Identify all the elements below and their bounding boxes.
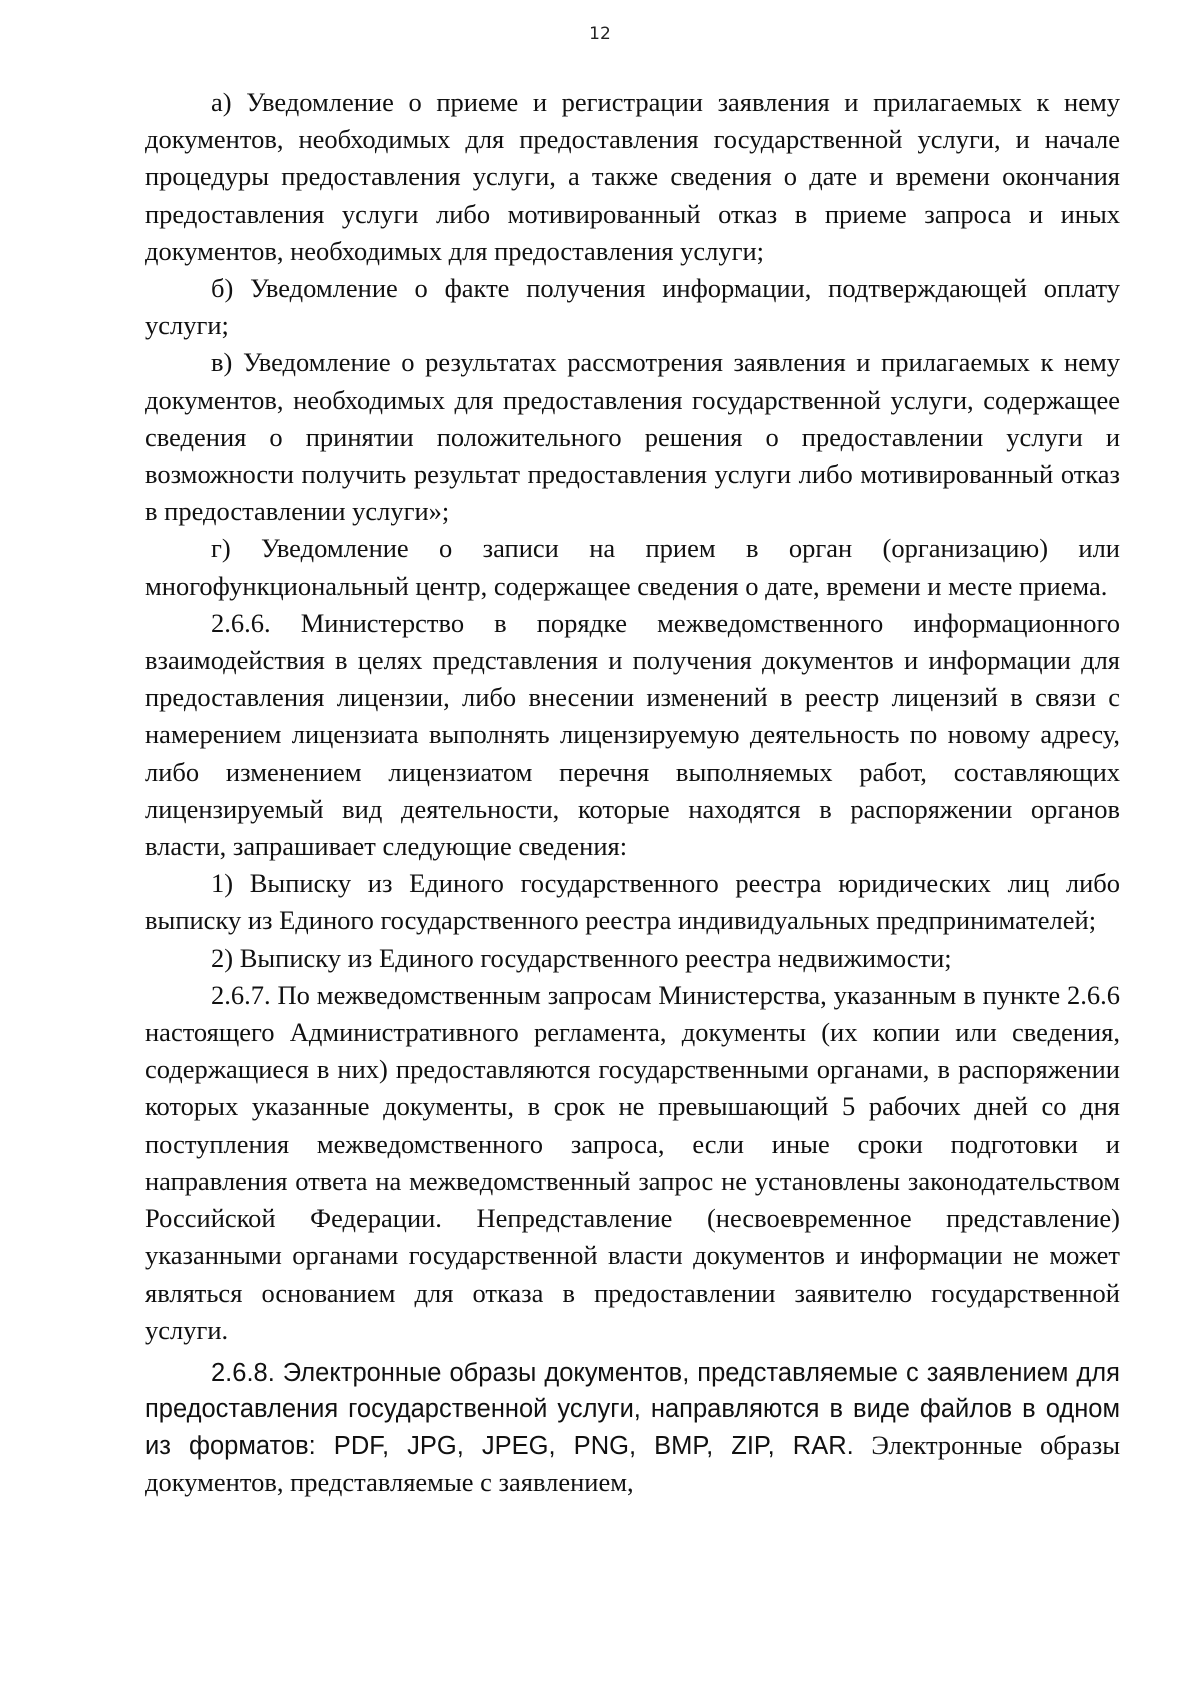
- paragraph-g: г) Уведомление о записи на прием в орган (организацию) или многофункциональный центр, содержащее сведения о дате, времени и месте приема.: [145, 533, 1120, 601]
- paragraph-2-6-8-sans-text: 2.6.8. Электронные образы документов, представляемые с заявлением для предоставления государственной услуги, направляются в виде файлов в одном из форматов: PDF, JPG, JPEG, PNG, BMP, ZIP, RAR.: [145, 1358, 1120, 1460]
- list-item-1: 1) Выписку из Единого государственного реестра юридических лиц либо выписку из Единого государственного реестра индивидуальных предпринимателей;: [145, 868, 1120, 936]
- paragraph-a: а) Уведомление о приеме и регистрации заявления и прилагаемых к нему документов, необходимых для предоставления государственной услуги, и начале процедуры предоставления услуги, а также сведения о дате и времени окончания предоставления услуги либо мотивированный отказ в приеме запроса и иных документов, необходимых для предоставления услуги;: [145, 87, 1120, 266]
- document-body: [145, 84, 1120, 1501]
- paragraph-2-6-7: 2.6.7. По межведомственным запросам Министерства, указанным в пункте 2.6.6 настоящего Административного регламента, документы (их копии или сведения, содержащиеся в них) предоставляются государственными органами, в распоряжении которых указанные документы, в срок не превышающий 5 рабочих дней со дня поступления межведомственного запроса, если иные сроки подготовки и направления ответа на межведомственный запрос не установлены законодательством Российской Федерации. Непредставление (несвоевременное представление) указанными органами государственной власти документов и информации не может являться основанием для отказа в предоставлении заявителю государственной услуги.: [145, 979, 1120, 1345]
- paragraph-2-6-6: 2.6.6. Министерство в порядке межведомственного информационного взаимодействия в целях представления и получения документов и информации для предоставления лицензии, либо внесении изменений в реестр лицензий в связи с намерением лицензиата выполнять лицензируемую деятельность по новому адресу, либо изменением лицензиатом перечня выполняемых работ, составляющих лицензируемый вид деятельности, которые находятся в распоряжении органов власти, запрашивает следующие сведения:: [145, 607, 1120, 862]
- paragraph-2-6-8: [145, 1355, 1120, 1501]
- paragraph-b: б) Уведомление о факте получения информации, подтверждающей оплату услуги;: [145, 273, 1120, 341]
- paragraph-2-6-8-serif-text: Электронные образы документов, представляемые с заявлением,: [145, 1429, 1120, 1497]
- paragraph-v: в) Уведомление о результатах рассмотрения заявления и прилагаемых к нему документов, необходимых для предоставления государственной услуги, содержащее сведения о принятии положительного решения о предоставлении услуги и возможности получить результат предоставления услуги либо мотивированный отказ в предоставлении услуги»;: [145, 347, 1120, 527]
- page-number: 12: [589, 24, 611, 44]
- list-item-2: 2) Выписку из Единого государственного реестра недвижимости;: [211, 942, 952, 973]
